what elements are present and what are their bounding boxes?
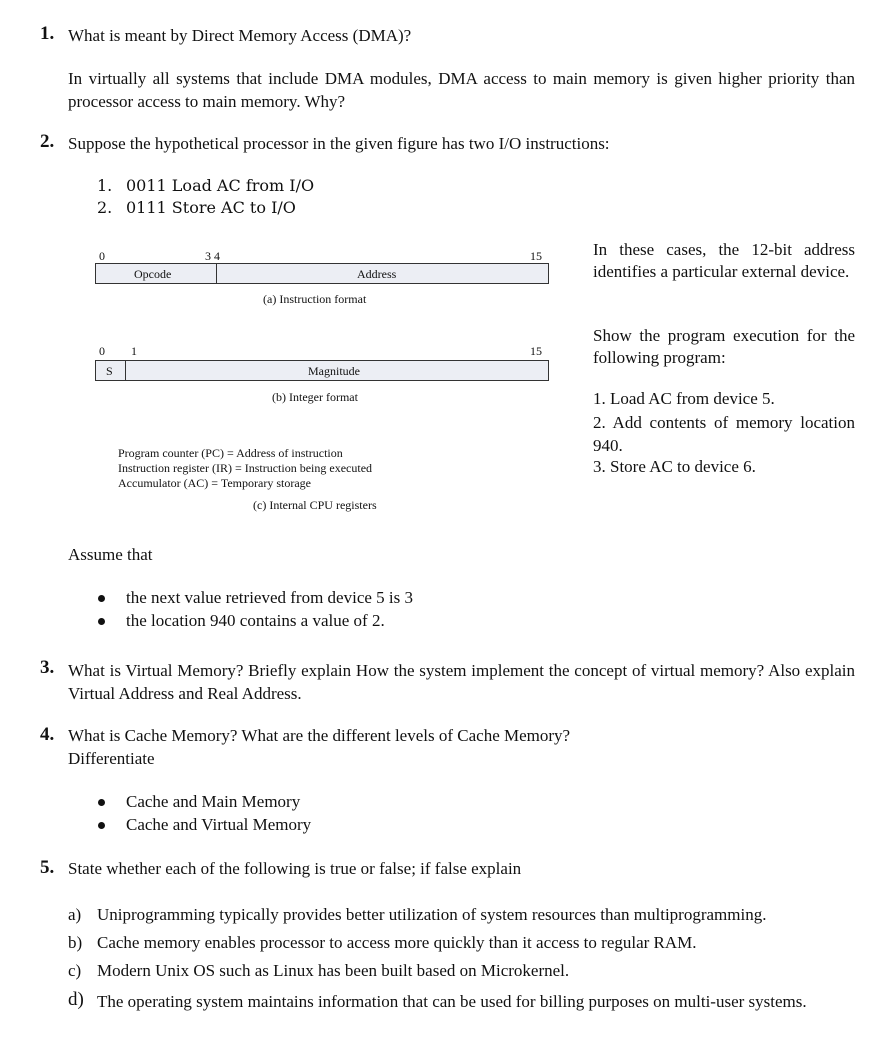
q5-item-c-label: c) [68, 961, 82, 980]
bullet-icon [98, 618, 105, 625]
fig-b-sign-label: S [106, 364, 113, 378]
bullet-icon [98, 799, 105, 806]
q5-item-c-text: Modern Unix OS such as Linux has been built based on Microkernel. [97, 961, 570, 980]
fig-c-register-ir: Instruction register (IR) = Instruction being executed [118, 461, 373, 475]
bullet-icon [98, 822, 105, 829]
fig-a-opcode-field [95, 263, 218, 284]
fig-b-bit-0: 0 [99, 344, 105, 358]
fig-b-magnitude-label: Magnitude [308, 364, 360, 378]
q1-question: What is meant by Direct Memory Access (DMA)? [68, 26, 412, 45]
q2-assume-label: Assume that [68, 545, 153, 564]
q2-number: 2. [40, 131, 55, 152]
fig-c-caption: (c) Internal CPU registers [253, 498, 377, 512]
q4-number: 4. [40, 724, 55, 745]
q5-item-a-label: a) [68, 905, 82, 924]
fig-b-sign-field [95, 360, 127, 381]
q4-line-1: What is Cache Memory? What are the different levels of Cache Memory? [68, 726, 571, 745]
q5-number: 5. [40, 857, 55, 878]
fig-b-magnitude-field [125, 360, 549, 381]
q3-text: What is Virtual Memory? Briefly explain How the system implement the concept of virtual memory? Also explain Virtual Address and Real Address. [68, 661, 855, 703]
fig-a-bit-15: 15 [530, 249, 542, 263]
fig-c-register-pc: Program counter (PC) = Address of instruction [118, 446, 343, 460]
q5-item-b-text: Cache memory enables processor to access more quickly than it access to regular RAM. [97, 933, 697, 952]
fig-a-address-field [216, 263, 549, 284]
q5-item-d-label: d) [68, 989, 84, 1010]
q5-item-a-text: Uniprogramming typically provides better utilization of system resources than multiprogramming. [97, 905, 767, 924]
q1-number: 1. [40, 23, 55, 44]
q5-item-d-text: The operating system maintains information that can be used for billing purposes on multi-user systems. [97, 992, 807, 1011]
fig-b-caption: (b) Integer format [272, 390, 358, 404]
fig-a-opcode-label: Opcode [134, 267, 172, 281]
q2-instruction-1-num: 1. [97, 176, 113, 195]
fig-a-address-label: Address [357, 267, 397, 281]
bullet-icon [98, 595, 105, 602]
fig-b-bit-1: 1 [131, 344, 137, 358]
q2-side-note: In these cases, the 12-bit address identifies a particular external device. [593, 240, 855, 281]
q2-instruction-2-text: 0111 Store AC to I/O [126, 198, 296, 217]
q2-program-prompt: Show the program execution for the following program: [593, 326, 855, 367]
q2-program-step-2: 2. Add contents of memory location 940. [593, 413, 855, 455]
q4-line-2: Differentiate [68, 749, 155, 768]
q3-number: 3. [40, 657, 55, 678]
q2-program-step-1: 1. Load AC from device 5. [593, 389, 775, 408]
q5-intro: State whether each of the following is true or false; if false explain [68, 859, 522, 878]
q2-assumption-1: the next value retrieved from device 5 is 3 [126, 588, 413, 607]
q2-assumption-2: the location 940 contains a value of 2. [126, 611, 385, 630]
q4-bullet-2: Cache and Virtual Memory [126, 815, 312, 834]
q1-follow-up: In virtually all systems that include DMA modules, DMA access to main memory is given higher priority than processor access to main memory. Why? [68, 69, 855, 111]
fig-a-bit-0: 0 [99, 249, 105, 263]
q5-item-b-label: b) [68, 933, 83, 952]
q2-program-step-3: 3. Store AC to device 6. [593, 457, 756, 476]
q4-bullet-1: Cache and Main Memory [126, 792, 301, 811]
q2-instruction-2-num: 2. [97, 198, 113, 217]
fig-c-register-ac: Accumulator (AC) = Temporary storage [118, 476, 311, 490]
q2-instruction-1-text: 0011 Load AC from I/O [126, 176, 315, 195]
fig-b-bit-15: 15 [530, 344, 542, 358]
fig-a-bit-3-4: 3 4 [205, 249, 220, 263]
q2-intro: Suppose the hypothetical processor in the given figure has two I/O instructions: [68, 134, 610, 153]
fig-a-caption: (a) Instruction format [263, 292, 367, 306]
